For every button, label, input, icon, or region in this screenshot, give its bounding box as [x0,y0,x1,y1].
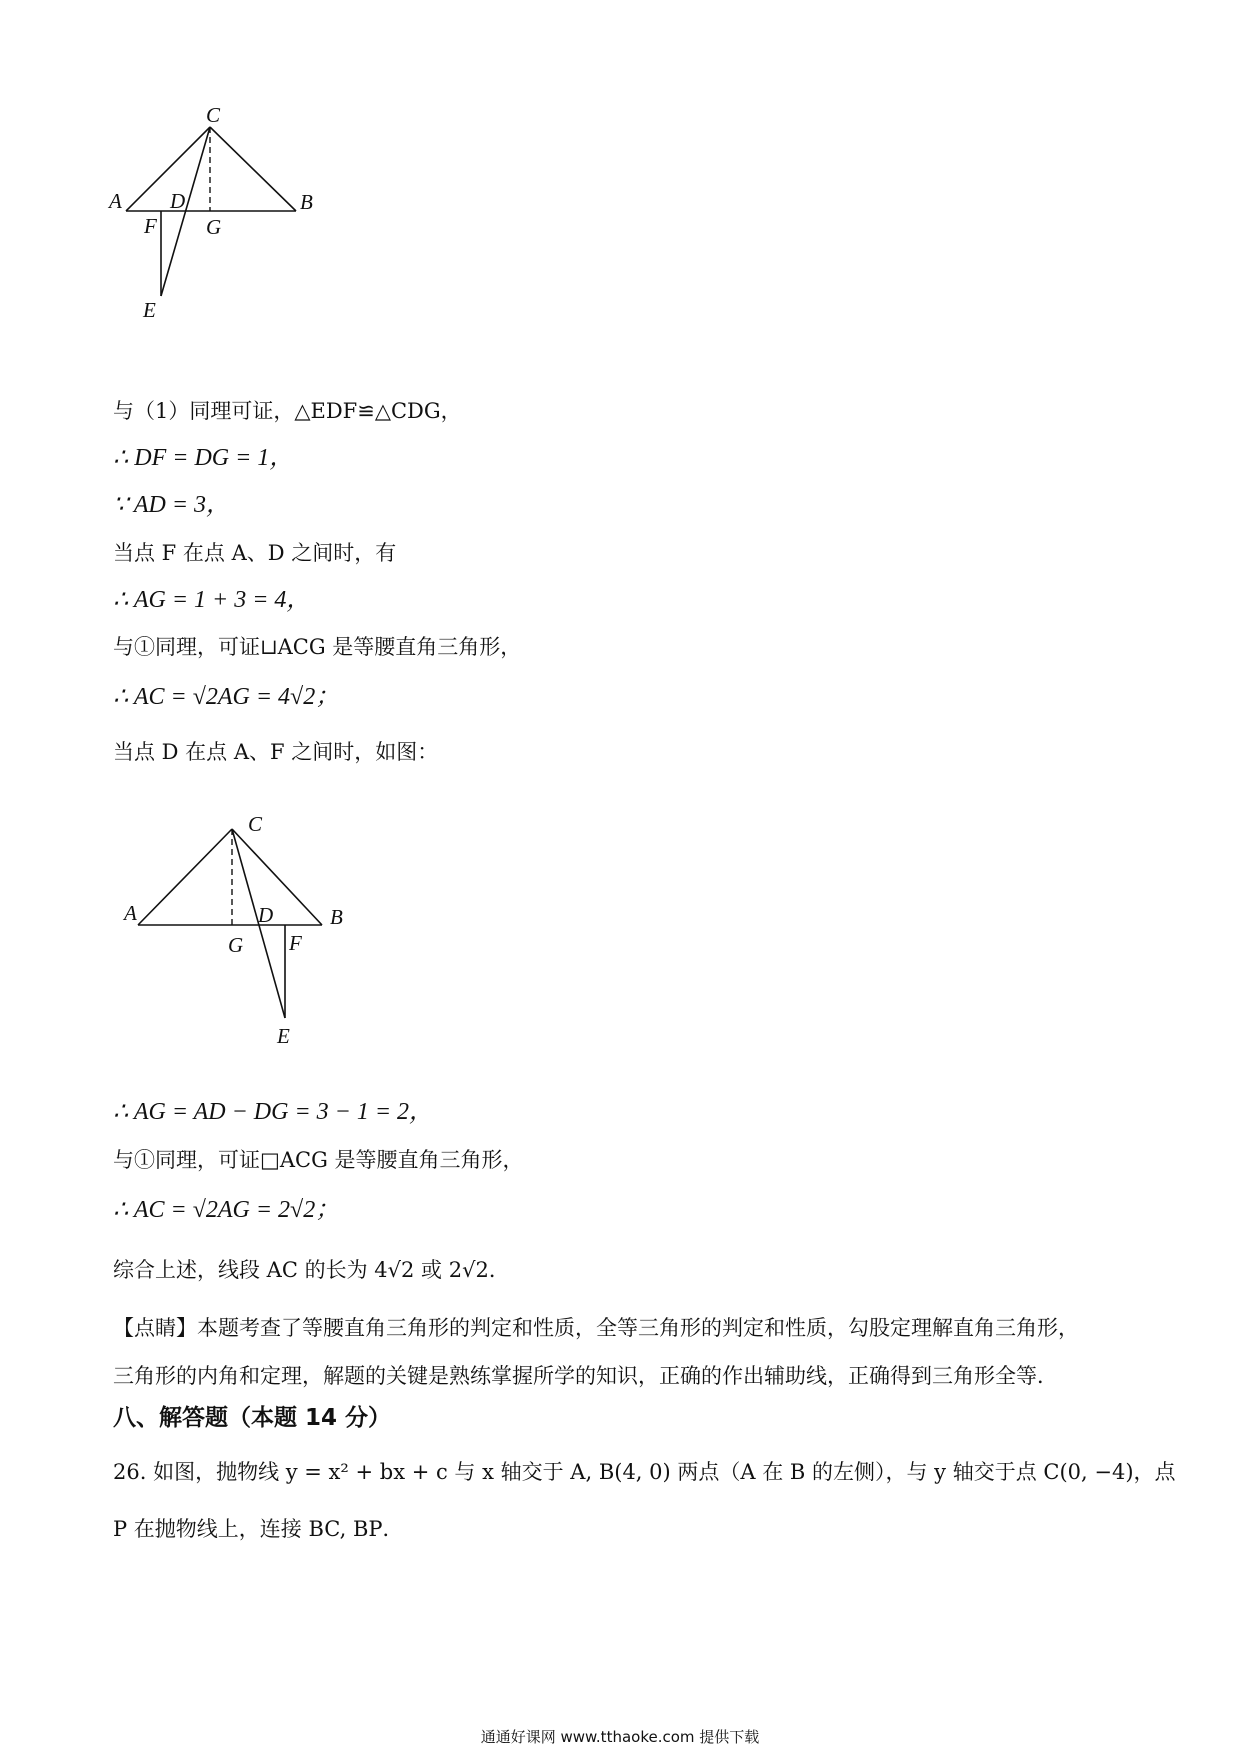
fig2-label-c: C [248,812,263,836]
fig2-label-a: A [124,901,137,925]
comment-text-1: 【点睛】本题考查了等腰直角三角形的判定和性质，全等三角形的判定和性质，勾股定理解直角三角形， [113,1316,1079,1340]
text-line-1 [113,396,462,426]
text-line-6 [113,632,521,662]
fig1-label-a: A [109,189,122,213]
text-line-5 [113,585,310,615]
fig2-label-e: E [277,1024,290,1048]
isosceles-right-1: 与①同理，可证⊔ACG 是等腰直角三角形， [113,635,522,659]
text-line-8 [113,737,438,767]
conclusion: 综合上述，线段 AC 的长为 4√2 或 2√2． [113,1258,510,1282]
ac-equals-4root2: ∴ AC = √2AG = 4√2； [113,684,340,710]
case-d-between: 当点 D 在点 A、F 之间时，如图： [113,740,439,764]
fig2-label-d: D [258,903,274,927]
fig1-label-b: B [300,190,313,214]
text-line-10 [113,1145,524,1175]
text-line-4 [113,538,396,568]
fig1-label-g: G [206,215,222,239]
comment-line-1 [113,1313,1079,1343]
question-26-text-2: P 在抛物线上，连接 BC, BP． [113,1517,404,1541]
question-26-line-1 [113,1457,1176,1487]
proof-congruence: 与（1）同理可证，△EDF≌△CDG， [113,399,462,423]
figure-2-diagram [100,800,360,1060]
case-f-between: 当点 F 在点 A、D 之间时，有 [113,541,397,565]
question-26-line-2 [113,1514,404,1544]
question-26-text-1: 26. 如图，抛物线 y = x² + bx + c 与 x 轴交于 A, B(4, 0) 两点（A 在 B 的左侧），与 y 轴交于点 C(0, −4)，点 [113,1460,1176,1484]
comment-line-2 [113,1361,1058,1391]
text-line-12 [113,1255,510,1285]
fig2-label-b: B [330,905,343,929]
fig1-label-c: C [206,103,221,127]
comment-text-2: 三角形的内角和定理，解题的关键是熟练掌握所学的知识，正确的作出辅助线，正确得到三角形全等． [113,1364,1058,1388]
isosceles-right-2: 与①同理，可证□ACG 是等腰直角三角形， [113,1148,524,1172]
fig1-label-d: D [170,189,186,213]
text-line-11 [113,1195,339,1225]
ag-equals-4: ∴ AG = 1 + 3 = 4， [113,587,311,613]
fig1-label-e: E [143,298,156,322]
text-line-7 [113,682,339,712]
page-footer: 通通好课网 www.tthaoke.com 提供下载 [480,1728,760,1746]
section-title: 八、解答题（本题 14 分） [113,1405,392,1431]
ac-equals-2root2: ∴ AC = √2AG = 2√2； [113,1197,340,1223]
text-line-9 [113,1097,433,1127]
text-line-2 [113,443,293,473]
fig1-label-f: F [144,214,157,238]
figure-1-diagram [100,100,360,340]
fig2-label-g: G [228,933,244,957]
df-equals-dg: ∴ DF = DG = 1， [113,445,294,471]
section-heading [113,1403,391,1433]
ag-equals-2: ∴ AG = AD − DG = 3 − 1 = 2， [113,1099,434,1125]
text-line-3 [113,490,230,520]
ad-equals-3: ∵ AD = 3， [113,492,231,518]
fig2-label-f: F [289,931,302,955]
